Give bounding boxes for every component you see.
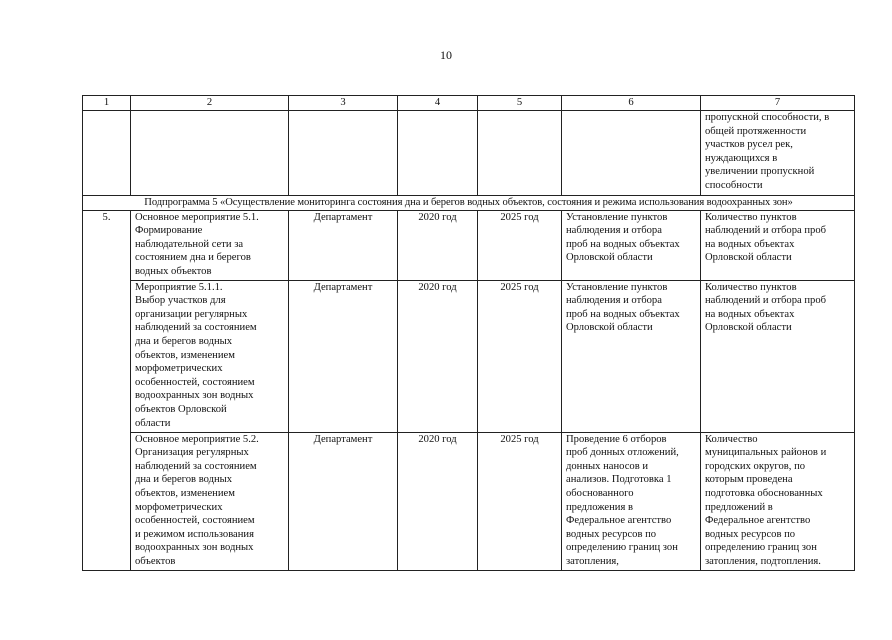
subprogram-row: [83, 196, 855, 211]
column-header: 4: [398, 96, 478, 111]
program-table: [82, 95, 855, 571]
start-cell: 2020 год: [398, 210, 478, 280]
end-cell: 2025 год: [478, 432, 562, 570]
continued-row: [83, 111, 855, 196]
table-row: [83, 210, 855, 280]
indicator-cell: Количество пунктов наблюдений и отбора проб на водных объектах Орловской области: [701, 210, 855, 280]
start-cell: 2020 год: [398, 280, 478, 432]
subprogram-title: Подпрограмма 5 «Осуществление мониторинга состояния дна и берегов водных объектов, состояния и режима использования водоохранных зон»: [83, 196, 855, 211]
indicator-cell: Количество пунктов наблюдений и отбора проб на водных объектах Орловской области: [701, 280, 855, 432]
column-number-row: [83, 96, 855, 111]
indicator-cell: Количество муниципальных районов и городских округов, по которым проведена подготовка обоснованных предложений в Федеральное агентство водных ресурсов по определению границ зон затопления, подтопления.: [701, 432, 855, 570]
column-header: 3: [289, 96, 398, 111]
page-number: 10: [440, 48, 452, 62]
column-header: 2: [131, 96, 289, 111]
event-cell: Мероприятие 5.1.1. Выбор участков для организации регулярных наблюдений за состоянием дна и берегов водных объектов, изменением морфометрических особенностей, состоянием водоохранных зон водных объектов Орловской области: [131, 280, 289, 432]
column-header: 5: [478, 96, 562, 111]
continued-indicator: пропускной способности, в общей протяженности участков русел рек, нуждающихся в увеличении пропускной способности: [701, 111, 855, 196]
event-cell: Основное мероприятие 5.2. Организация регулярных наблюдений за состоянием дна и берегов водных объектов, изменением морфометрических особенностей, состоянием и режимом использования водоохранных зон водных объектов: [131, 432, 289, 570]
column-header: 7: [701, 96, 855, 111]
end-cell: 2025 год: [478, 280, 562, 432]
column-header: 6: [562, 96, 701, 111]
executor-cell: Департамент: [289, 432, 398, 570]
table-row: [83, 432, 855, 570]
result-cell: Установление пунктов наблюдения и отбора проб на водных объектах Орловской области: [562, 210, 701, 280]
result-cell: Установление пунктов наблюдения и отбора проб на водных объектах Орловской области: [562, 280, 701, 432]
end-cell: 2025 год: [478, 210, 562, 280]
group-number: 5.: [83, 210, 131, 570]
executor-cell: Департамент: [289, 210, 398, 280]
start-cell: 2020 год: [398, 432, 478, 570]
column-header: 1: [83, 96, 131, 111]
table-row: [83, 280, 855, 432]
event-cell: Основное мероприятие 5.1. Формирование наблюдательной сети за состоянием дна и берегов водных объектов: [131, 210, 289, 280]
executor-cell: Департамент: [289, 280, 398, 432]
result-cell: Проведение 6 отборов проб донных отложений, донных наносов и анализов. Подготовка 1 обоснованного предложения в Федеральное агентство водных ресурсов по определению границ зон затопления,: [562, 432, 701, 570]
